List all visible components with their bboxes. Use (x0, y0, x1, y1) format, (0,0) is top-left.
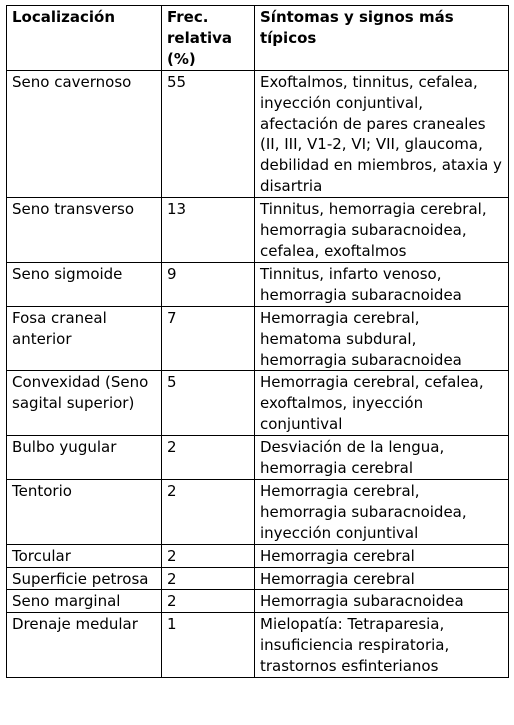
header-frequency: Frec. relativa (%) (162, 6, 255, 71)
header-symptoms: Síntomas y signos más típicos (255, 6, 509, 71)
cell-frequency: 1 (162, 613, 255, 678)
header-location: Localización (7, 6, 162, 71)
cell-location: Seno sigmoide (7, 262, 162, 306)
cell-symptoms: Tinnitus, hemorragia cerebral, hemorragia subaracnoidea, cefalea, exoftalmos (255, 198, 509, 263)
cell-frequency: 7 (162, 306, 255, 371)
cell-symptoms: Desviación de la lengua, hemorragia cerebral (255, 436, 509, 480)
table-row (7, 613, 509, 678)
cell-symptoms: Tinnitus, infarto venoso, hemorragia subaracnoidea (255, 262, 509, 306)
table-row (7, 198, 509, 263)
table-row (7, 262, 509, 306)
cell-symptoms: Mielopatía: Tetraparesia, insuficiencia respiratoria, trastornos esfinterianos (255, 613, 509, 678)
cell-location: Tentorio (7, 479, 162, 544)
cell-frequency: 2 (162, 544, 255, 567)
table-row (7, 567, 509, 590)
cell-symptoms: Hemorragia subaracnoidea (255, 590, 509, 613)
cell-symptoms: Hemorragia cerebral, hemorragia subaracnoidea, inyección conjuntival (255, 479, 509, 544)
table-header-row (7, 6, 509, 71)
cell-frequency: 2 (162, 436, 255, 480)
cell-location: Seno marginal (7, 590, 162, 613)
cell-frequency: 5 (162, 371, 255, 436)
cell-location: Superficie petrosa (7, 567, 162, 590)
table-row (7, 544, 509, 567)
cell-symptoms: Exoftalmos, tinnitus, cefalea, inyección conjuntival, afectación de pares craneales (II, III, V1-2, VI; VII, glaucoma, debilidad en miembros, ataxia y disartria (255, 70, 509, 197)
table-row (7, 371, 509, 436)
cell-frequency: 13 (162, 198, 255, 263)
dural-fistula-table (6, 5, 509, 678)
cell-location: Torcular (7, 544, 162, 567)
cell-location: Bulbo yugular (7, 436, 162, 480)
cell-location: Drenaje medular (7, 613, 162, 678)
cell-frequency: 55 (162, 70, 255, 197)
cell-frequency: 2 (162, 590, 255, 613)
cell-symptoms: Hemorragia cerebral (255, 544, 509, 567)
cell-location: Seno cavernoso (7, 70, 162, 197)
cell-frequency: 2 (162, 567, 255, 590)
cell-symptoms: Hemorragia cerebral, cefalea, exoftalmos, inyección conjuntival (255, 371, 509, 436)
table-row (7, 436, 509, 480)
cell-symptoms: Hemorragia cerebral, hematoma subdural, hemorragia subaracnoidea (255, 306, 509, 371)
table-row (7, 70, 509, 197)
cell-symptoms: Hemorragia cerebral (255, 567, 509, 590)
cell-location: Seno transverso (7, 198, 162, 263)
table-row (7, 590, 509, 613)
table-row (7, 479, 509, 544)
cell-frequency: 9 (162, 262, 255, 306)
table-row (7, 306, 509, 371)
cell-location: Convexidad (Seno sagital superior) (7, 371, 162, 436)
cell-frequency: 2 (162, 479, 255, 544)
cell-location: Fosa craneal anterior (7, 306, 162, 371)
